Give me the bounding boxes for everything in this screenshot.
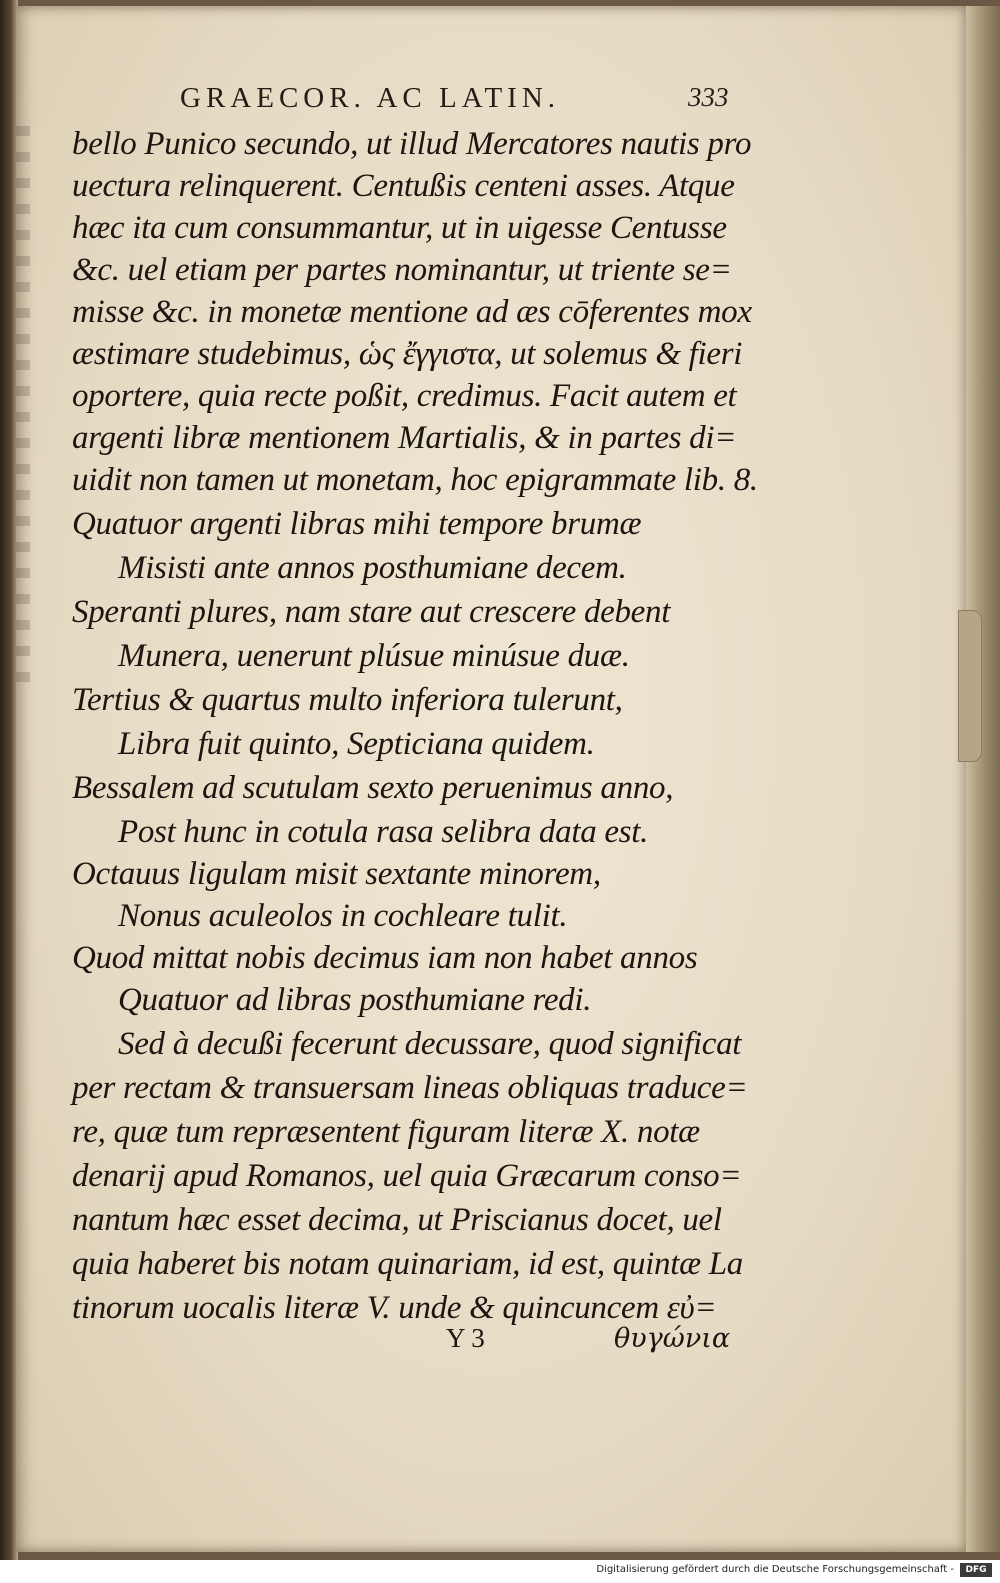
verse-line: Misisti ante annos posthumiane decem. — [118, 550, 627, 586]
verse-line: Nonus aculeolos in cochleare tulit. — [118, 898, 568, 934]
verse-line: Post hunc in cotula rasa selibra data est. — [118, 814, 649, 850]
verse-line: Quatuor ad libras posthumiane redi. — [118, 982, 592, 1018]
verse-line: Bessalem ad scutulam sexto peruenimus anno, — [72, 770, 674, 806]
text-line: argenti libræ mentionem Martialis, & in partes di= — [72, 420, 737, 456]
text-line: tinorum uocalis literæ V. unde & quincuncem εὐ= — [72, 1290, 717, 1326]
show-through-marks — [16, 126, 30, 686]
running-head: GRAECOR. AC LATIN. — [180, 82, 561, 114]
verse-line: Quod mittat nobis decimus iam non habet annos — [72, 940, 698, 976]
text-line: æstimare studebimus, ὡς ἔγγιστα, ut solemus & fieri — [72, 336, 743, 372]
funding-credit: Digitalisierung gefördert durch die Deutsche Forschungsgemeinschaft - — [596, 1564, 954, 1575]
verse-line: Quatuor argenti libras mihi tempore brumæ — [72, 506, 642, 542]
verse-line: Speranti plures, nam stare aut crescere debent — [72, 594, 671, 630]
verse-line: Tertius & quartus multo inferiora tulerunt, — [72, 682, 623, 718]
text-line: re, quæ tum repræsentent figuram literæ X. notæ — [72, 1114, 700, 1150]
text-line: hæc ita cum consummantur, ut in uigesse Centusse — [72, 210, 727, 246]
text-line: misse &c. in monetæ mentione ad æs cōferentes mox — [72, 294, 752, 330]
text-line: oportere, quia recte poßit, credimus. Facit autem et — [72, 378, 737, 414]
catchword: θυγώνια — [614, 1323, 731, 1354]
text-line: &c. uel etiam per partes nominantur, ut triente se= — [72, 252, 732, 288]
page-edge-stack — [966, 6, 1000, 1552]
text-line: per rectam & transuersam lineas obliquas traduce= — [72, 1070, 748, 1106]
verse-line: Octauus ligulam misit sextante minorem, — [72, 856, 601, 892]
text-line: bello Punico secundo, ut illud Mercatores nautis pro — [72, 126, 752, 162]
verse-line: Munera, uenerunt plúsue minúsue duæ. — [118, 638, 630, 674]
verse-line: Libra fuit quinto, Septiciana quidem. — [118, 726, 595, 762]
page-clip-tab — [958, 610, 982, 762]
text-line: quia haberet bis notam quinariam, id est, quintæ La — [72, 1246, 743, 1282]
dfg-logo: DFG — [960, 1563, 992, 1577]
text-line: nantum hæc esset decima, ut Priscianus docet, uel — [72, 1202, 722, 1238]
text-line: uectura relinquerent. Centußis centeni asses. Atque — [72, 168, 735, 204]
text-line: uidit non tamen ut monetam, hoc epigrammate lib. 8. — [72, 462, 758, 498]
folio-number: 333 — [688, 82, 729, 112]
signature-mark: Y 3 — [446, 1323, 485, 1353]
text-line: Sed à decußi fecerunt decussare, quod significat — [118, 1026, 742, 1062]
text-line: denarij apud Romanos, uel quia Græcarum conso= — [72, 1158, 742, 1194]
